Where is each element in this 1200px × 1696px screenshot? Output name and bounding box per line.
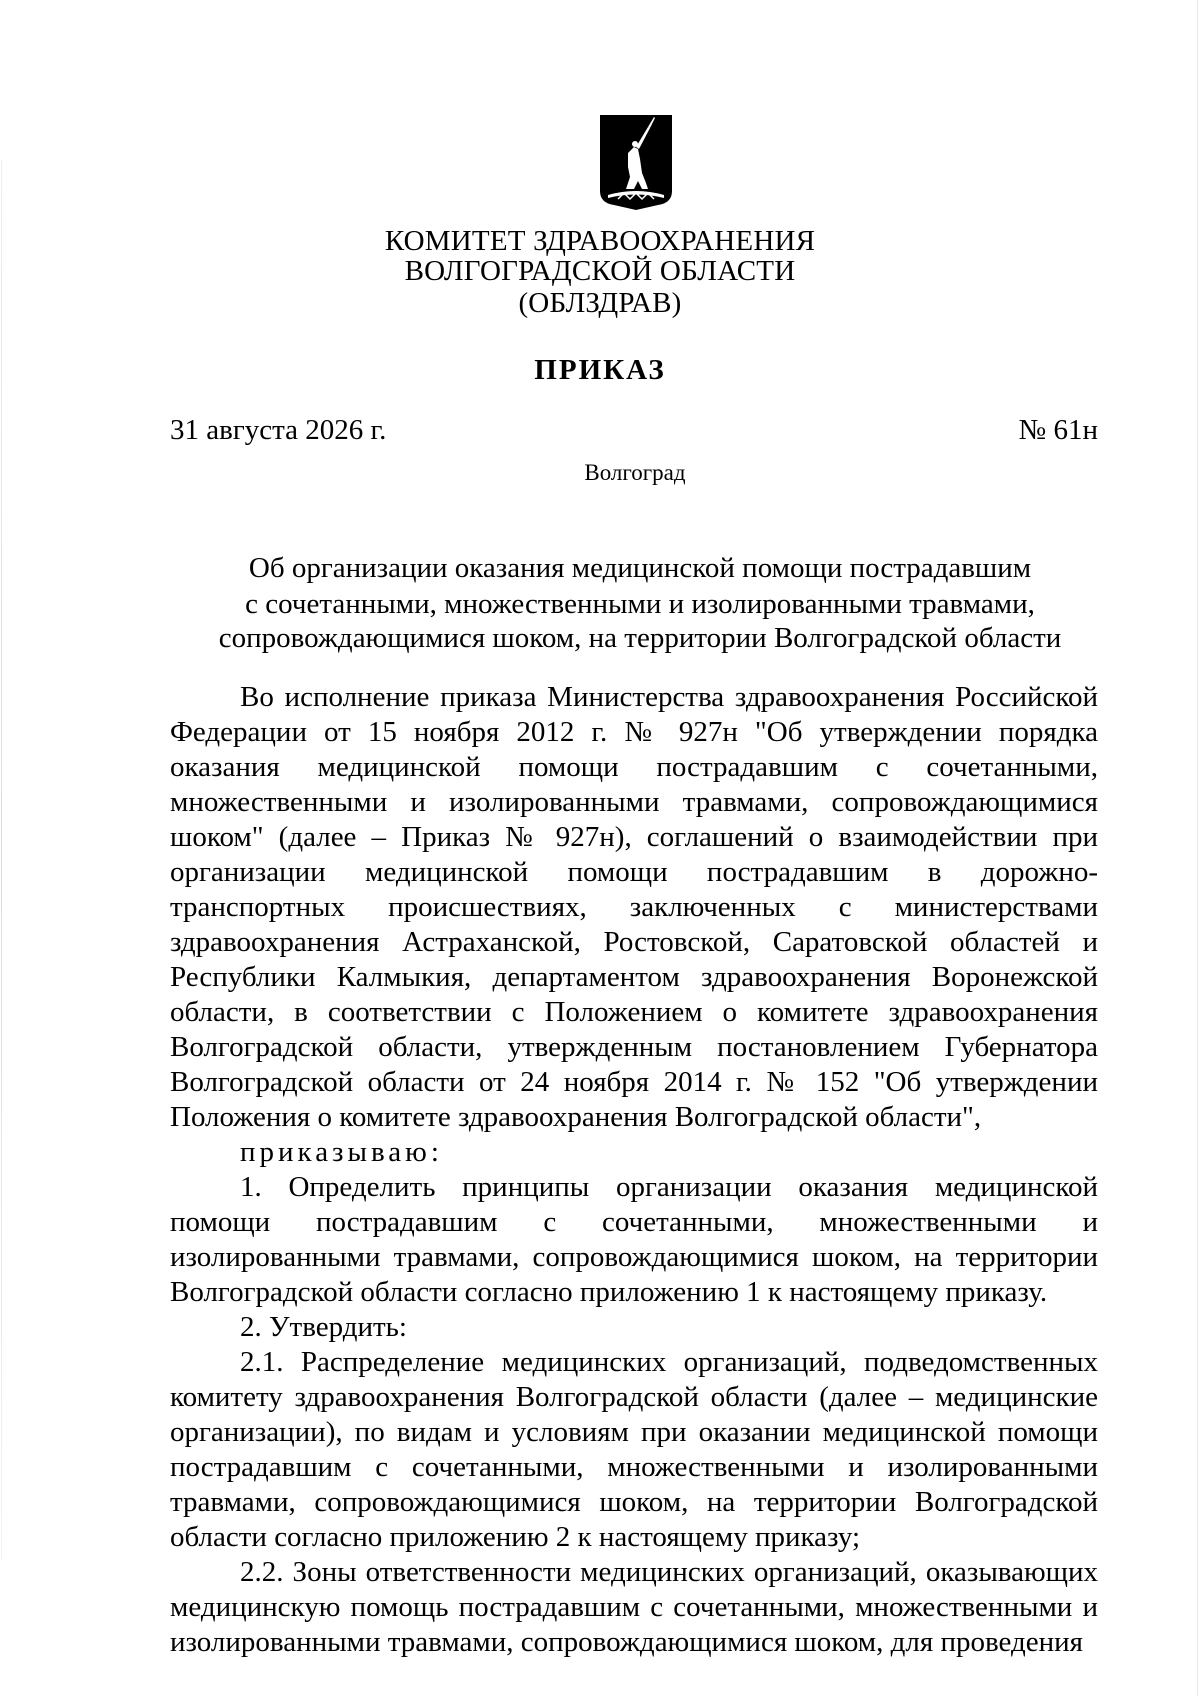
order-item-2-1: 2.1. Распределение медицинских организаций, подведомственных комитету здравоохранения Волгоградской области (далее – медицинские организации), по видам и условиям при оказании медицинской помощи пострадавшим с сочетанными, множественными и изолированными травмами, сопровождающимися шоком, на территории Волгоградской области согласно приложению 2 к настоящему приказу; bbox=[170, 1346, 1098, 1553]
order-item-2: 2. Утвердить: bbox=[240, 1311, 407, 1343]
subject-line-1: Об организации оказания медицинской помощи пострадавшим bbox=[248, 552, 1032, 584]
organization-name-line3: (ОБЛЗДРАВ) bbox=[518, 287, 682, 319]
preamble-paragraph: Во исполнение приказа Министерства здравоохранения Российской Федерации от 15 ноября 2012 г. № 927н "Об утверждении порядка оказания медицинской помощи пострадавшим с сочетанными, множественными и изолированными травмами, сопровождающимися шоком" (далее – Приказ № 927н), соглашений о взаимодействии при организации медицинской помощи пострадавшим в дорожно-транспортных происшествиях, заключенных с министерствами здравоохранения Астраханской, Ростовской, Саратовской областей и Республики Калмыкия, департаментом здравоохранения Воронежской области, в соответствии с Положением о комитете здравоохранения Волгоградской области, утвержденным постановлением Губернатора Волгоградской области от 24 ноября 2014 г. № 152 "Об утверждении Положения о комитете здравоохранения Волгоградской области", bbox=[170, 681, 1098, 1133]
order-item-1: 1. Определить принципы организации оказания медицинской помощи пострадавшим с сочетанными, множественными и изолированными травмами, сопровождающимися шоком, на территории Волгоградской области согласно приложению 1 к настоящему приказу. bbox=[170, 1171, 1098, 1308]
volgograd-coat-of-arms-icon bbox=[598, 113, 674, 211]
subject-line-3: сопровождающимися шоком, на территории Волгоградской области bbox=[218, 622, 1062, 654]
organization-name-line1: КОМИТЕТ ЗДРАВООХРАНЕНИЯ bbox=[384, 225, 816, 257]
document-body bbox=[170, 680, 1098, 1660]
organization-name-line2: ВОЛГОГРАДСКОЙ ОБЛАСТИ bbox=[404, 255, 796, 287]
document-number: № 61н bbox=[1018, 414, 1098, 446]
order-item-2-2: 2.2. Зоны ответственности медицинских организаций, оказывающих медицинскую помощь пострадавшим с сочетанными, множественными и изолированными травмами, сопровождающимися шоком, для проведения bbox=[170, 1556, 1098, 1658]
order-word: приказываю: bbox=[240, 1136, 443, 1168]
document-title: ПРИКАЗ bbox=[534, 354, 666, 386]
document-date: 31 августа 2026 г. bbox=[170, 414, 387, 446]
subject-line-2: с сочетанными, множественными и изолированными травмами, bbox=[245, 588, 1035, 620]
document-city: Волгоград bbox=[584, 460, 686, 485]
